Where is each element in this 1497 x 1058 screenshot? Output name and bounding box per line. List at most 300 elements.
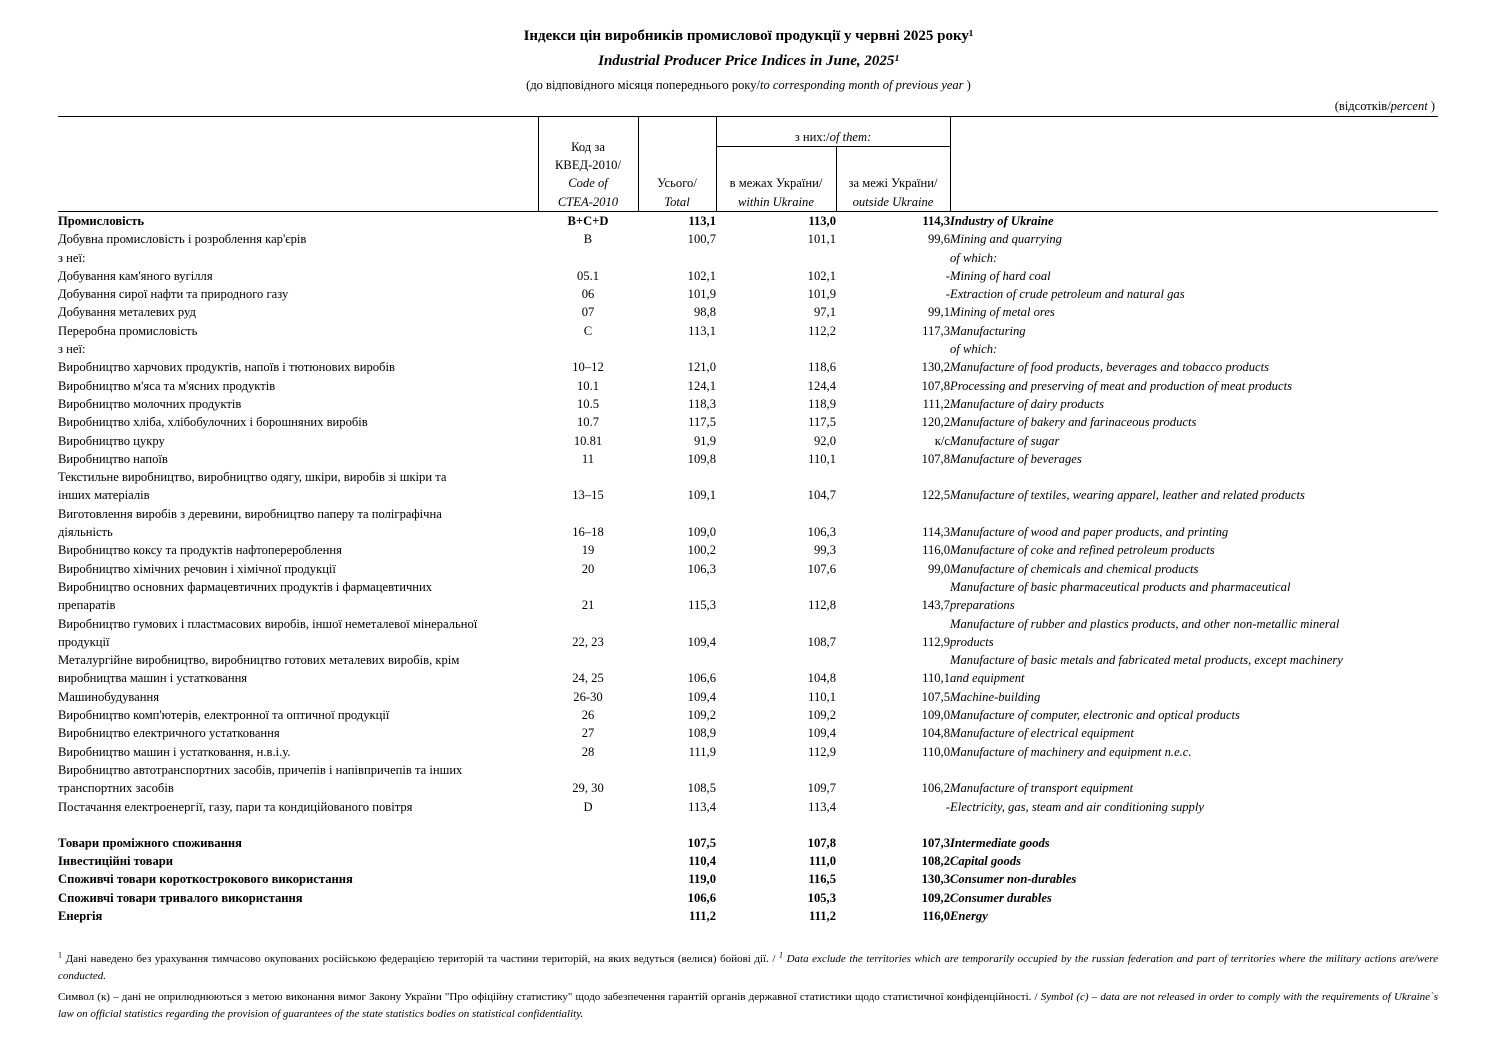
- header-total-l1: Усього/: [657, 176, 697, 191]
- row-within-empty: [716, 578, 836, 596]
- header-within-l1: в межах України/: [729, 176, 823, 191]
- row-code: 10.81: [573, 433, 603, 448]
- row-total: 108,5: [687, 781, 716, 796]
- row-outside: 112,9: [922, 634, 950, 649]
- group-total: 107,5: [687, 835, 716, 850]
- row-code: 20: [581, 561, 595, 576]
- table-row-continued: [58, 779, 1438, 797]
- row-outside: 109,0: [921, 708, 950, 723]
- row-name: Виробництво машин і устатковання, н.в.і.у.: [58, 744, 291, 759]
- group-total: 106,6: [687, 890, 716, 905]
- title-uk: Індекси цін виробників промислової продукції у червні 2025 року¹: [523, 28, 974, 44]
- row-outside-empty: [836, 468, 950, 486]
- row-code-empty: [538, 761, 638, 779]
- row-name: Виробництво м'яса та м'ясних продуктів: [58, 378, 276, 393]
- row-total: 100,7: [687, 232, 716, 247]
- subtitle-en: to corresponding month of previous year: [759, 78, 964, 92]
- row-outside-empty: [836, 578, 950, 596]
- row-name-en-cont: preparations: [950, 598, 1015, 613]
- row-outside: 99,1: [927, 305, 950, 320]
- row-name-en: Manufacture of basic pharmaceutical products and pharmaceutical: [950, 579, 1291, 594]
- spacer-row: [58, 816, 1438, 834]
- row-total: 124,1: [687, 378, 716, 393]
- table-row: [58, 578, 1438, 596]
- group-outside: 109,2: [921, 890, 950, 905]
- row-outside-empty: [836, 651, 950, 669]
- subtitle: [0, 78, 1497, 93]
- row-name-en: [950, 468, 1438, 486]
- footnote-2-en: Symbol (c) – data are not released in order to comply with the requirements of Ukraine`s law on official statistics regarding the provision of guarantees of the state statistics bodies on statistical confidentiality.: [58, 991, 1439, 1020]
- row-name-en: Electricity, gas, steam and air conditioning supply: [950, 799, 1204, 814]
- row-name-en-cont: products: [950, 634, 994, 649]
- group-name-en: Consumer non-durables: [950, 872, 1077, 887]
- row-code: 11: [581, 451, 595, 466]
- row-outside: 99,6: [927, 232, 950, 247]
- row-name: Виробництво гумових і пластмасових виробів, іншої неметалевої мінеральної: [58, 616, 478, 631]
- header-outside: [836, 147, 950, 212]
- header-code-l1: Код за: [571, 139, 605, 154]
- table-row: [58, 358, 1438, 376]
- row-name-en: Mining and quarrying: [950, 232, 1062, 247]
- row-name-cont: препаратів: [58, 598, 116, 613]
- group-within: 105,3: [807, 890, 836, 905]
- group-name-en: Consumer durables: [950, 890, 1052, 905]
- table-body: [58, 212, 1438, 926]
- group-code-empty: [538, 907, 638, 925]
- row-outside: 143,7: [921, 598, 950, 613]
- group-total: 110,4: [688, 854, 716, 869]
- row-code: 10–12: [572, 360, 604, 375]
- group-total: 111,2: [689, 908, 716, 923]
- row-outside: 107,5: [921, 689, 950, 704]
- group-total: 119,0: [688, 872, 716, 887]
- row-total: 109,4: [687, 689, 716, 704]
- row-name: Виробництво напоїв: [58, 451, 168, 466]
- table-row: [58, 761, 1438, 779]
- row-total: 100,2: [687, 543, 716, 558]
- row-outside: 120,2: [921, 415, 950, 430]
- table-row-continued: [58, 633, 1438, 651]
- row-name-en: Mining of hard coal: [950, 268, 1051, 283]
- row-within: 112,2: [808, 323, 836, 338]
- group-row: [58, 907, 1438, 925]
- row-code: 13–15: [572, 488, 604, 503]
- row-code: [538, 340, 638, 358]
- row-name: Текстильне виробництво, виробництво одягу, шкіри, виробів зі шкіри та: [58, 470, 447, 485]
- table-row: [58, 724, 1438, 742]
- row-code: 10.1: [576, 378, 600, 393]
- footnote-1-en: Data exclude the territories which are temporarily occupied by the russian federation and part of territories where the military actions are/were conducted.: [58, 953, 1438, 982]
- header-outside-l2: outside Ukraine: [852, 194, 934, 209]
- row-code: B: [583, 232, 593, 247]
- row-code: 29, 30: [572, 781, 604, 796]
- row-outside: -: [945, 268, 950, 283]
- table-row: [58, 505, 1438, 523]
- group-outside: 130,3: [921, 872, 950, 887]
- row-within: 112,8: [808, 598, 836, 613]
- row-name: Переробна промисловість: [58, 323, 198, 338]
- row-within: 117,5: [808, 415, 836, 430]
- group-row: [58, 870, 1438, 888]
- row-name-en: Manufacture of electrical equipment: [950, 726, 1134, 741]
- row-within: 118,9: [808, 396, 836, 411]
- row-outside: -: [945, 287, 950, 302]
- row-code: 06: [581, 287, 595, 302]
- row-name-cont: транспортних засобів: [58, 781, 174, 796]
- row-total: 121,0: [687, 360, 716, 375]
- footnote-1: [58, 951, 1438, 985]
- row-total: 118,3: [688, 396, 716, 411]
- group-outside: 116,0: [922, 908, 950, 923]
- footnote-1-en-mark: 1: [779, 950, 784, 960]
- footnote-2-uk: Символ (к) – дані не оприлюднюються з метою виконання вимог Закону України "Про офіційну статистику" щодо забезпечення гарантій органів державної статистики щодо статистичної конфіденційності. /: [58, 991, 1041, 1003]
- row-total: 113,1: [688, 323, 716, 338]
- table-row: [58, 322, 1438, 340]
- row-total: 117,5: [688, 415, 716, 430]
- row-outside: 107,8: [921, 451, 950, 466]
- table-row: [58, 212, 1438, 231]
- row-name: Виробництво харчових продуктів, напоїв і тютюнових виробів: [58, 360, 395, 375]
- row-code: 05.1: [576, 268, 600, 283]
- table-row: [58, 340, 1438, 358]
- row-name-en: Manufacture of food products, beverages and tobacco products: [950, 360, 1269, 375]
- row-outside: 114,3: [922, 214, 950, 228]
- row-name: Виробництво електричного устатковання: [58, 726, 280, 741]
- row-within: 109,2: [807, 708, 836, 723]
- row-total-empty: [638, 651, 716, 669]
- row-within: 92,0: [813, 433, 836, 448]
- row-name-cont: продукції: [58, 634, 110, 649]
- table-row: [58, 395, 1438, 413]
- row-within: 124,4: [807, 378, 836, 393]
- row-code-empty: [538, 578, 638, 596]
- row-code: 26-30: [573, 689, 603, 704]
- group-name: Споживчі товари тривалого використання: [58, 890, 303, 905]
- row-outside: 99,0: [927, 561, 950, 576]
- row-name-en: Processing and preserving of meat and production of meat products: [950, 378, 1292, 393]
- row-name: Виготовлення виробів з деревини, виробництво паперу та поліграфічна: [58, 506, 442, 521]
- row-name-en: [950, 505, 1438, 523]
- row-name: Добування металевих руд: [58, 305, 196, 320]
- row-code: 27: [581, 726, 595, 741]
- row-code: 24, 25: [572, 671, 604, 686]
- row-name-cont: виробництва машин і устатковання: [58, 671, 248, 686]
- group-name: Товари проміжного споживання: [58, 835, 242, 850]
- row-outside: 122,5: [921, 488, 950, 503]
- header-total: [638, 117, 716, 212]
- unit-label: [1335, 99, 1435, 114]
- row-within: 113,0: [808, 214, 836, 228]
- row-total: 109,2: [687, 708, 716, 723]
- row-code: [538, 249, 638, 267]
- row-code: 19: [581, 543, 595, 558]
- row-code-empty: [538, 651, 638, 669]
- row-outside: -: [945, 799, 950, 814]
- group-row: [58, 852, 1438, 870]
- row-name-en: Manufacture of rubber and plastics products, and other non-metallic mineral: [950, 616, 1340, 631]
- row-code-empty: [538, 615, 638, 633]
- row-outside-empty: [836, 761, 950, 779]
- row-outside-empty: [836, 505, 950, 523]
- row-code: D: [583, 799, 593, 814]
- group-row: [58, 889, 1438, 907]
- spacer-cell: [58, 816, 1438, 834]
- row-total: [638, 249, 716, 267]
- row-name-en: Manufacture of machinery and equipment n.e.c.: [950, 744, 1192, 759]
- table-row: [58, 267, 1438, 285]
- group-code-empty: [538, 852, 638, 870]
- group-row: [58, 834, 1438, 852]
- row-outside: 110,1: [922, 671, 950, 686]
- row-total: 91,9: [693, 433, 716, 448]
- table-row: [58, 303, 1438, 321]
- row-within: 107,6: [807, 561, 836, 576]
- row-total: 101,9: [687, 287, 716, 302]
- row-name: з неї:: [58, 342, 86, 357]
- row-name: Добування кам'яного вугілля: [58, 268, 213, 283]
- table-row: [58, 432, 1438, 450]
- row-name-en: Manufacturing: [950, 323, 1026, 338]
- header-of-them-en: of them:: [829, 129, 872, 144]
- row-outside: 106,2: [921, 781, 950, 796]
- row-total-empty: [638, 505, 716, 523]
- row-name: Виробництво молочних продуктів: [58, 396, 242, 411]
- row-name-en: of which:: [950, 250, 998, 265]
- row-name-en: Manufacture of sugar: [950, 433, 1060, 448]
- footnote-2: [58, 989, 1438, 1023]
- title-en: Industrial Producer Price Indices in June, 2025¹: [598, 53, 899, 69]
- group-outside: 108,2: [921, 854, 950, 869]
- group-name: Інвестиційні товари: [58, 854, 174, 869]
- row-total: 109,0: [687, 525, 716, 540]
- row-name: Машинобудування: [58, 689, 160, 704]
- header-en-blank: [950, 117, 1438, 212]
- table-row: [58, 798, 1438, 816]
- row-total: 106,6: [687, 671, 716, 686]
- row-total: 111,9: [688, 744, 716, 759]
- row-name-en: Manufacture of bakery and farinaceous products: [950, 415, 1197, 430]
- table-row: [58, 743, 1438, 761]
- row-name: Виробництво хліба, хлібобулочних і борошняних виробів: [58, 415, 368, 430]
- row-outside: 107,8: [921, 378, 950, 393]
- row-total-empty: [638, 468, 716, 486]
- row-code: C: [583, 323, 593, 338]
- row-code: 21: [581, 598, 595, 613]
- row-total-empty: [638, 615, 716, 633]
- row-outside: 111,2: [922, 396, 950, 411]
- row-total: 109,8: [687, 451, 716, 466]
- row-name: Виробництво хімічних речовин і хімічної продукції: [58, 561, 336, 576]
- row-name-en: Machine-building: [950, 689, 1041, 704]
- row-code: B+C+D: [567, 214, 609, 228]
- row-within-empty: [716, 468, 836, 486]
- row-name-en: Mining of metal ores: [950, 305, 1055, 320]
- row-name-en: Manufacture of coke and refined petroleum products: [950, 543, 1215, 558]
- row-name-cont: інших матеріалів: [58, 488, 150, 503]
- row-code: 07: [581, 305, 595, 320]
- row-within: 97,1: [813, 305, 836, 320]
- row-code-empty: [538, 505, 638, 523]
- table-row-continued: [58, 669, 1438, 687]
- row-within-empty: [716, 505, 836, 523]
- group-code-empty: [538, 889, 638, 907]
- row-within: 110,1: [808, 451, 836, 466]
- row-within: 108,7: [807, 634, 836, 649]
- header-code: [538, 117, 638, 212]
- row-within: 104,7: [807, 488, 836, 503]
- row-name-en: Industry of Ukraine: [950, 214, 1054, 228]
- table-row: [58, 560, 1438, 578]
- footnote-1-mark: 1: [58, 950, 62, 960]
- row-outside: [836, 340, 950, 358]
- row-code: 16–18: [572, 525, 604, 540]
- subtitle-uk: (до відповідного місяця попереднього року/: [526, 78, 760, 92]
- unit-en: percent: [1390, 99, 1428, 113]
- row-name: Металургійне виробництво, виробництво готових металевих виробів, крім: [58, 653, 460, 668]
- row-total: 113,4: [688, 799, 716, 814]
- row-within: 104,8: [807, 671, 836, 686]
- subtitle-close: ): [963, 78, 971, 92]
- header-of-them: [716, 117, 950, 147]
- row-total: 102,1: [687, 268, 716, 283]
- group-name-en: Intermediate goods: [950, 835, 1050, 850]
- row-total: [638, 340, 716, 358]
- row-name: Добування сирої нафти та природного газу: [58, 287, 289, 302]
- table-row: [58, 285, 1438, 303]
- row-within: 110,1: [808, 689, 836, 704]
- row-name-en: Manufacture of computer, electronic and optical products: [950, 708, 1240, 723]
- table-row: [58, 615, 1438, 633]
- row-name: Виробництво комп'ютерів, електронної та оптичної продукції: [58, 708, 390, 723]
- header-of-them-uk: з них:/: [794, 129, 830, 144]
- header-code-l4: CTEA-2010: [557, 194, 619, 209]
- table-row: [58, 249, 1438, 267]
- row-code-empty: [538, 468, 638, 486]
- row-code: 22, 23: [572, 634, 604, 649]
- row-name-en: Manufacture of dairy products: [950, 396, 1105, 411]
- row-total: 109,4: [687, 634, 716, 649]
- price-index-table: [58, 116, 1438, 925]
- table-row: [58, 541, 1438, 559]
- row-code: 10.7: [576, 415, 600, 430]
- row-name: Постачання електроенергії, газу, пари та кондиційованого повітря: [58, 799, 413, 814]
- group-within: 111,0: [809, 854, 836, 869]
- row-within: 109,7: [807, 781, 836, 796]
- table-row: [58, 413, 1438, 431]
- row-within: [716, 340, 836, 358]
- row-within-empty: [716, 761, 836, 779]
- table-row: [58, 450, 1438, 468]
- table-row-continued: [58, 596, 1438, 614]
- row-code: 28: [581, 744, 595, 759]
- row-name: Виробництво коксу та продуктів нафтоперероблення: [58, 543, 342, 558]
- row-name-en: Manufacture of beverages: [950, 451, 1082, 466]
- header-total-l2: Total: [664, 194, 690, 209]
- row-outside: 117,3: [922, 323, 950, 338]
- row-name-cont: діяльність: [58, 525, 113, 540]
- table-row-continued: [58, 486, 1438, 504]
- row-code: 10.5: [576, 396, 600, 411]
- row-name-en-cont: Manufacture of wood and paper products, and printing: [950, 525, 1229, 540]
- row-name: з неї:: [58, 250, 86, 265]
- row-outside: 104,8: [921, 726, 950, 741]
- table-row-continued: [58, 523, 1438, 541]
- header-name-blank: [58, 117, 538, 212]
- row-total: 98,8: [693, 305, 716, 320]
- row-within: 118,6: [808, 360, 836, 375]
- row-within: 101,1: [807, 232, 836, 247]
- group-within: 107,8: [807, 835, 836, 850]
- row-total: 115,3: [688, 598, 716, 613]
- table-row: [58, 468, 1438, 486]
- group-name: Енергія: [58, 908, 103, 923]
- row-name: Добувна промисловість і розроблення кар'єрів: [58, 232, 307, 247]
- group-outside: 107,3: [921, 835, 950, 850]
- row-name-en-cont: Manufacture of transport equipment: [950, 781, 1134, 796]
- row-name: Виробництво цукру: [58, 433, 165, 448]
- unit-close: ): [1427, 99, 1435, 113]
- table-row: [58, 651, 1438, 669]
- unit-uk: (відсотків/: [1334, 99, 1391, 113]
- row-total-empty: [638, 761, 716, 779]
- group-name-en: Energy: [950, 908, 988, 923]
- row-total: 109,1: [687, 488, 716, 503]
- group-within: 116,5: [808, 872, 836, 887]
- row-within-empty: [716, 651, 836, 669]
- row-outside: 130,2: [921, 360, 950, 375]
- row-total-empty: [638, 578, 716, 596]
- row-outside-empty: [836, 615, 950, 633]
- footnote-1-uk: Дані наведено без урахування тимчасово окупованих російською федерацією територій та частини територій, на яких ведуться (велися) бойові дії. /: [62, 953, 780, 965]
- row-name-en: Manufacture of basic metals and fabricated metal products, except machinery: [950, 653, 1343, 668]
- row-name: Виробництво основних фармацевтичних продуктів і фармацевтичних: [58, 579, 433, 594]
- row-name-en-cont: Manufacture of textiles, wearing apparel, leather and related products: [950, 488, 1305, 503]
- row-outside: 114,3: [922, 525, 950, 540]
- row-outside: [836, 249, 950, 267]
- row-total: 108,9: [687, 726, 716, 741]
- group-within: 111,2: [809, 908, 836, 923]
- group-code-empty: [538, 870, 638, 888]
- row-code: 26: [581, 708, 595, 723]
- row-outside: к/с: [934, 433, 950, 448]
- group-code-empty: [538, 834, 638, 852]
- row-within: 112,9: [808, 744, 836, 759]
- table-row: [58, 230, 1438, 248]
- row-within: 101,9: [807, 287, 836, 302]
- table-row: [58, 377, 1438, 395]
- header-code-l3: Code of: [568, 176, 608, 191]
- row-name-en: Extraction of crude petroleum and natural gas: [950, 287, 1185, 302]
- row-outside: 116,0: [922, 543, 950, 558]
- group-name: Споживчі товари короткострокового використання: [58, 872, 353, 887]
- row-within: 106,3: [807, 525, 836, 540]
- row-within: 109,4: [807, 726, 836, 741]
- table-row: [58, 688, 1438, 706]
- row-name-en: Manufacture of chemicals and chemical products: [950, 561, 1199, 576]
- header-within-l2: within Ukraine: [738, 194, 814, 209]
- row-within: 113,4: [808, 799, 836, 814]
- row-name-en: [950, 761, 1438, 779]
- row-within-empty: [716, 615, 836, 633]
- row-name-en: of which:: [950, 342, 998, 357]
- row-name: Промисловість: [58, 214, 145, 228]
- header-within: [716, 147, 836, 212]
- row-within: 102,1: [807, 268, 836, 283]
- header-outside-l1: за межі України/: [848, 176, 938, 191]
- group-name-en: Capital goods: [950, 854, 1022, 869]
- row-within: [716, 249, 836, 267]
- row-outside: 110,0: [922, 744, 950, 759]
